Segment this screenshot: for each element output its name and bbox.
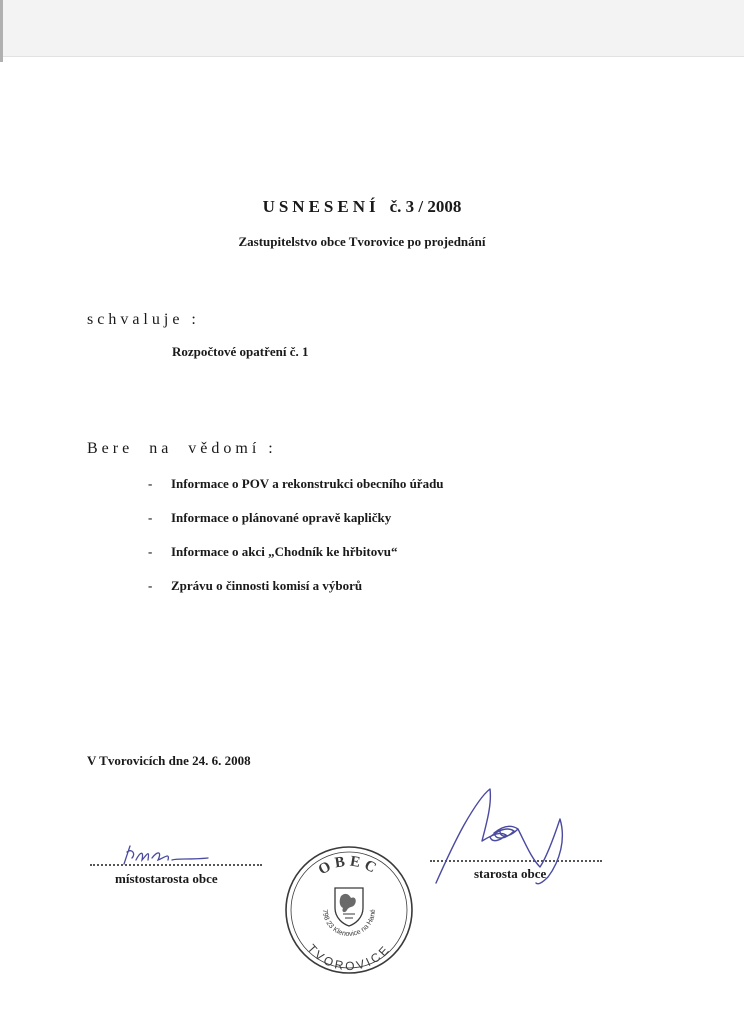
list-item (148, 476, 444, 510)
deputy-mayor-label: místostarosta obce (115, 871, 218, 886)
mayor-label: starosta obce (474, 866, 547, 881)
list-bullet: - (148, 578, 153, 593)
stamp-inner-text: 798 23 Klenovice na Hané (320, 909, 378, 939)
notice-section-label: Bere na vědomí : (87, 440, 277, 457)
document-subtitle: Zastupitelstvo obce Tvorovice po projednání (238, 234, 486, 249)
place-and-date: V Tvorovicích dne 24. 6. 2008 (87, 753, 251, 768)
list-item-text: Informace o akci „Chodník ke hřbitovu“ (171, 544, 398, 559)
deputy-signature (118, 838, 210, 870)
list-item (148, 578, 444, 612)
notice-list (148, 476, 444, 612)
list-item-text: Informace o POV a rekonstrukci obecního úřadu (171, 476, 444, 491)
approve-item: Rozpočtové opatření č. 1 (172, 344, 309, 359)
approve-section-label: schvaluje : (87, 311, 200, 328)
svg-text:TVOROVICE (305, 941, 394, 973)
list-item (148, 544, 444, 578)
svg-text:798 23 Klenovice na Hané (321, 909, 377, 938)
list-bullet: - (148, 510, 153, 525)
title-number: č. 3 / 2008 (389, 197, 462, 216)
list-bullet: - (148, 544, 153, 559)
municipal-stamp (283, 844, 415, 976)
list-item-text: Zprávu o činnosti komisí a výborů (171, 578, 363, 593)
document-title (0, 197, 724, 217)
scan-top-edge (0, 0, 744, 57)
list-bullet: - (148, 476, 153, 491)
coat-of-arms-icon (335, 888, 363, 926)
list-item-text: Informace o plánované opravě kapličky (171, 510, 392, 525)
scan-left-edge (0, 0, 3, 62)
stamp-top-text: OBEC (315, 853, 383, 879)
stamp-bottom-text: TVOROVICE (304, 941, 394, 974)
title-word: USNESENÍ (262, 197, 380, 216)
list-item (148, 510, 444, 544)
